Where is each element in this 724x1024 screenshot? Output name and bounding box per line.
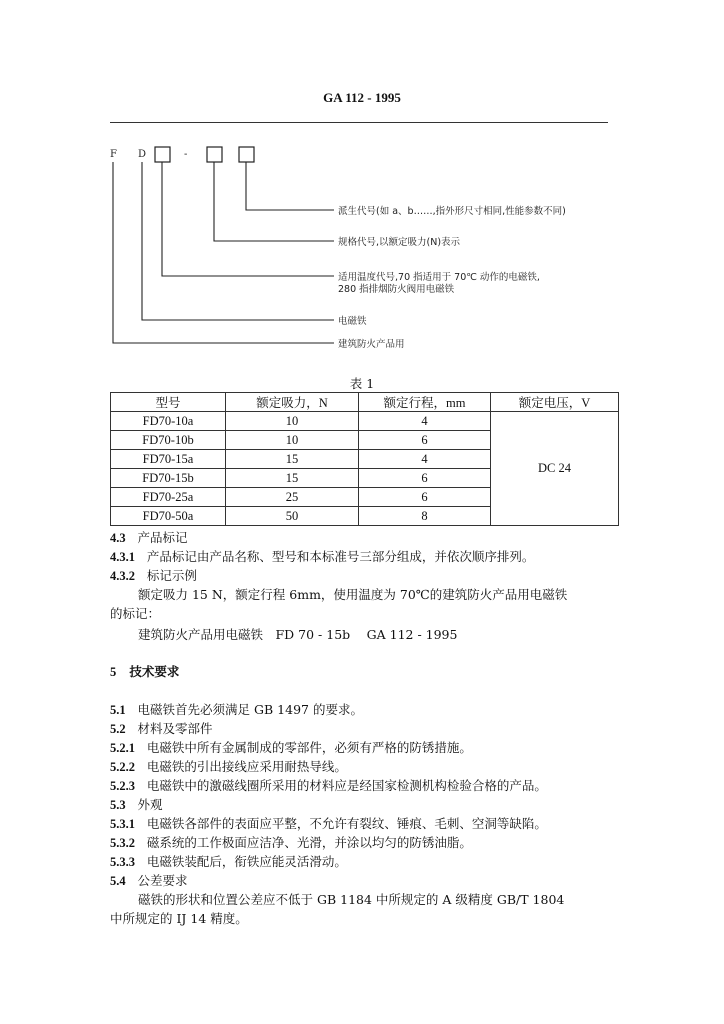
letter-f: F	[110, 149, 117, 160]
col-model: 型号	[111, 393, 226, 412]
section-number: 4.3	[110, 531, 126, 545]
section-number: 5.3.3	[110, 855, 135, 869]
cell: FD70-25a	[111, 488, 226, 507]
label-temp-code: 适用温度代号,70 指适用于 70℃ 动作的电磁铁,	[338, 272, 540, 283]
label-building-fire: 建筑防火产品用	[338, 339, 405, 350]
section-title: 技术要求	[129, 664, 180, 679]
example-line-2: 的标记：	[110, 606, 161, 621]
section-number: 5.2	[110, 722, 126, 736]
label-spec-code: 规格代号,以额定吸力(N)表示	[338, 237, 461, 248]
section-number: 5.3.2	[110, 836, 135, 850]
cell: FD70-50a	[111, 507, 226, 526]
section-5-2-3	[110, 778, 547, 794]
section-text: 产品标记由产品名称、型号和本标准号三部分组成，并依次顺序排列。	[146, 549, 535, 564]
section-5-4-para-line-2: 中所规定的 IJ 14 精度。	[110, 911, 248, 926]
section-5	[110, 664, 179, 680]
section-text: 磁系统的工作极面应洁净、光滑，并涂以均匀的防锈油脂。	[146, 835, 472, 850]
cell: 6	[359, 431, 491, 450]
table-header-row	[111, 393, 619, 412]
section-5-3-2	[110, 835, 472, 851]
cell: FD70-15a	[111, 450, 226, 469]
dash: -	[184, 149, 188, 160]
cell: FD70-10b	[111, 431, 226, 450]
section-5-2-1	[110, 740, 472, 756]
section-title: 外观	[137, 797, 163, 812]
cell: 4	[359, 412, 491, 431]
cell: 6	[359, 469, 491, 488]
example-line-1: 额定吸力 15 N，额定行程 6mm，使用温度为 70℃的建筑防火产品用电磁铁	[138, 587, 568, 602]
cell: 50	[226, 507, 359, 526]
label-temp-code-2: 280 指排烟防火阀用电磁铁	[338, 284, 455, 295]
section-number: 5.2.1	[110, 741, 135, 755]
section-title: 材料及零部件	[137, 721, 213, 736]
section-title: 公差要求	[137, 873, 188, 888]
section-number: 5.1	[110, 703, 126, 717]
section-number: 5.4	[110, 874, 126, 888]
section-number: 4.3.1	[110, 550, 135, 564]
section-title: 标记示例	[146, 568, 197, 583]
col-force: 额定吸力，N	[226, 393, 359, 412]
section-5-3-1	[110, 816, 547, 832]
section-number: 5.2.3	[110, 779, 135, 793]
section-number: 5.2.2	[110, 760, 135, 774]
header-rule	[110, 122, 608, 123]
spec-code-box	[207, 147, 222, 162]
cell: 8	[359, 507, 491, 526]
document-code-header: GA 112 - 1995	[323, 90, 401, 105]
section-text: 电磁铁首先必须满足 GB 1497 的要求。	[137, 702, 363, 717]
section-4-3-1	[110, 549, 534, 565]
section-5-4-para-line-1: 磁铁的形状和位置公差应不低于 GB 1184 中所规定的 A 级精度 GB/T 1804	[138, 892, 565, 907]
section-number: 5.3.1	[110, 817, 135, 831]
label-electromagnet: 电磁铁	[338, 316, 367, 327]
col-stroke: 额定行程，mm	[359, 393, 491, 412]
cell: 15	[226, 469, 359, 488]
col-voltage: 额定电压，V	[491, 393, 619, 412]
section-number: 4.3.2	[110, 569, 135, 583]
temp-code-box	[155, 147, 170, 162]
section-5-3	[110, 797, 163, 813]
section-5-2	[110, 721, 213, 737]
cell: FD70-15b	[111, 469, 226, 488]
cell: 15	[226, 450, 359, 469]
section-text: 电磁铁各部件的表面应平整，不允许有裂纹、锤痕、毛刺、空洞等缺陷。	[146, 816, 547, 831]
designation-diagram	[108, 140, 628, 355]
section-text: 电磁铁的引出接线应采用耐热导线。	[146, 759, 347, 774]
cell: 10	[226, 431, 359, 450]
section-5-3-3	[110, 854, 347, 870]
section-4-3-2	[110, 568, 197, 584]
cell: 4	[359, 450, 491, 469]
section-5-2-2	[110, 759, 347, 775]
table-caption: 表 1	[349, 376, 375, 391]
cell: 10	[226, 412, 359, 431]
section-number: 5	[110, 665, 117, 679]
voltage-cell: DC 24	[491, 412, 619, 526]
section-text: 电磁铁装配后，衔铁应能灵活滑动。	[146, 854, 347, 869]
section-number: 5.3	[110, 798, 126, 812]
label-derived-code: 派生代号(如 a、b……,指外形尺寸相同,性能参数不同)	[338, 206, 566, 217]
example-mark: 建筑防火产品用电磁铁 FD 70 - 15b GA 112 - 1995	[138, 627, 458, 642]
section-5-4	[110, 873, 188, 889]
table-row	[111, 412, 619, 431]
section-4-3	[110, 530, 188, 546]
section-5-1	[110, 702, 363, 718]
letter-d: D	[138, 149, 147, 160]
cell: FD70-10a	[111, 412, 226, 431]
cell: 25	[226, 488, 359, 507]
spec-table	[110, 392, 619, 526]
section-text: 电磁铁中的激磁线圈所采用的材料应是经国家检测机构检验合格的产品。	[146, 778, 547, 793]
section-title: 产品标记	[137, 530, 188, 545]
section-text: 电磁铁中所有金属制成的零部件，必须有严格的防锈措施。	[146, 740, 472, 755]
cell: 6	[359, 488, 491, 507]
derived-code-box	[239, 147, 254, 162]
